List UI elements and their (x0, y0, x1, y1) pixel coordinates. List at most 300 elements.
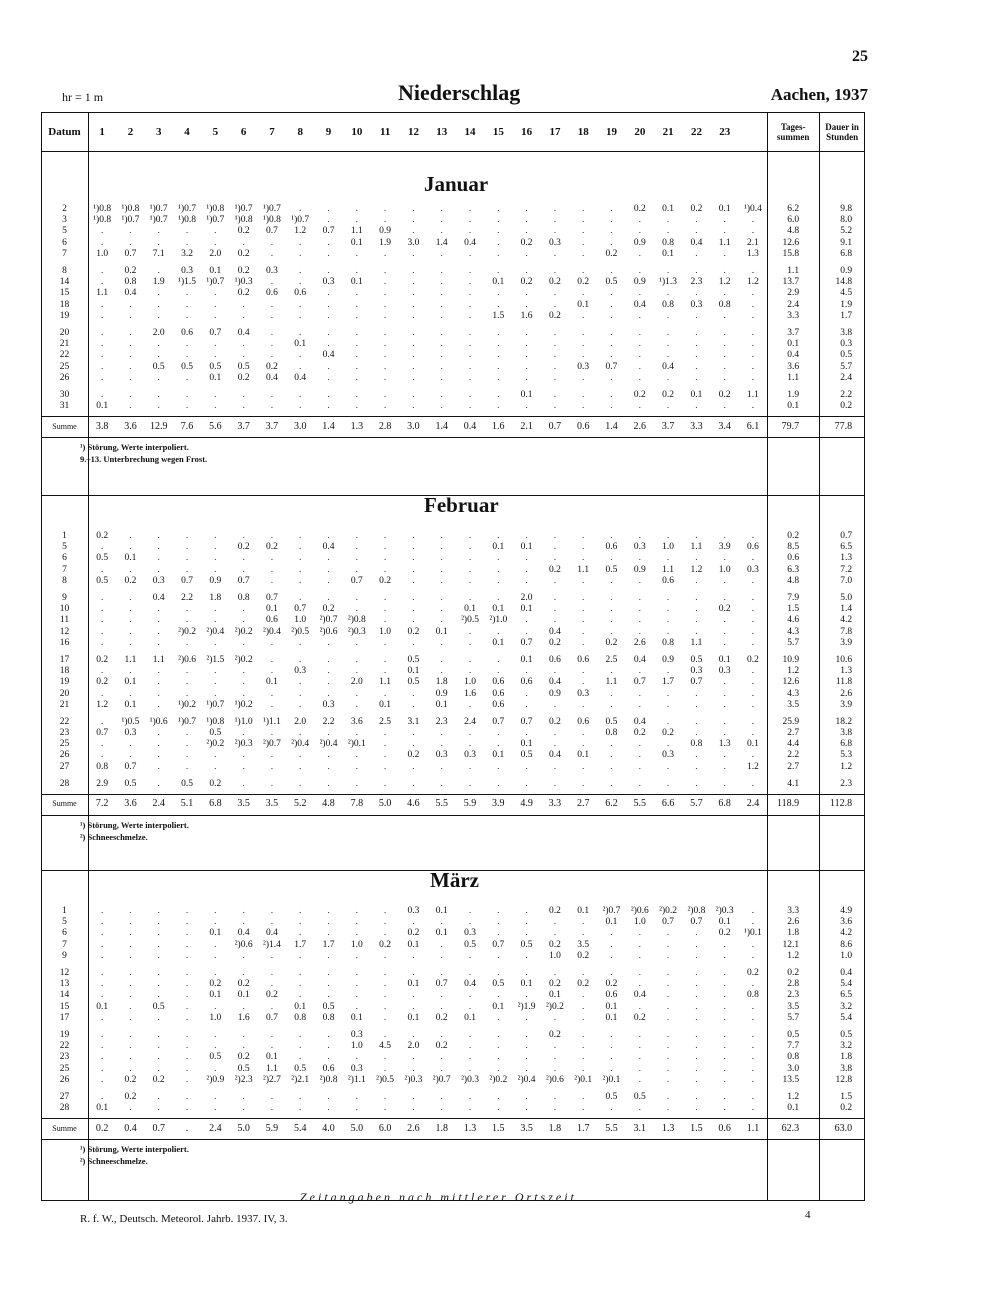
hour-value: 0.7 (209, 327, 222, 338)
hour-value: 0.1 (492, 637, 505, 648)
hour-value: . (610, 593, 613, 604)
day-cell: 6 (62, 237, 67, 248)
hour-value: . (412, 310, 415, 321)
hour-value: . (355, 906, 358, 917)
hour-value: . (214, 401, 217, 412)
hour-value: . (610, 615, 613, 626)
hour-value: . (299, 761, 302, 772)
hour-value: . (525, 968, 528, 979)
hour-value: . (440, 350, 443, 361)
summe-hour: 1.3 (350, 420, 364, 432)
hour-value: . (582, 1041, 585, 1052)
hour-value: . (525, 626, 528, 637)
hour-value: 1.1 (605, 677, 618, 688)
hour-value: . (610, 626, 613, 637)
hour-value: ²)0.3 (234, 739, 253, 750)
hour-value: . (553, 1103, 557, 1114)
hour-value: . (497, 1052, 500, 1063)
summe-hour: 6.2 (605, 798, 618, 810)
hour-value: 0.4 (548, 677, 561, 688)
hour-value: 0.4 (633, 716, 646, 727)
hour-value: . (383, 1001, 387, 1012)
hour-value: ¹)1.0 (234, 716, 253, 727)
hour-value: . (327, 654, 330, 665)
hour-24-value: . (751, 1052, 755, 1063)
hour-value: . (440, 339, 443, 350)
hour-24-value: . (751, 716, 755, 727)
hour-value: 0.3 (548, 237, 561, 248)
hour-value: . (723, 593, 726, 604)
hour-value: . (440, 939, 443, 950)
hour-value: 0.8 (690, 739, 703, 750)
hour-value: . (157, 637, 160, 648)
hour-value: 0.7 (435, 979, 448, 990)
hour-value: 0.9 (435, 688, 448, 699)
summe-hour: 12.9 (149, 420, 168, 432)
daily-sum: 2.8 (787, 979, 800, 990)
hour-value: . (412, 575, 415, 586)
hour-value: . (666, 339, 670, 350)
hour-value: . (129, 310, 132, 321)
hour-value: . (270, 248, 274, 259)
hour-value: . (383, 739, 387, 750)
hour-24-value: . (751, 917, 755, 928)
hour-value: . (582, 339, 585, 350)
hour-24-value: . (751, 310, 755, 321)
hour-value: ²)0.7 (602, 906, 621, 917)
hour-value: . (638, 266, 641, 277)
hour-value: . (440, 917, 443, 928)
hour-value: . (299, 204, 302, 215)
day-cell: 19 (59, 310, 70, 321)
hour-value: . (100, 226, 104, 237)
hour-value: . (383, 266, 387, 277)
hour-value: . (582, 728, 585, 739)
hour-value: . (468, 637, 472, 648)
hour-value: . (129, 226, 132, 237)
hour-value: 0.2 (237, 1052, 250, 1063)
hour-value: . (497, 389, 500, 400)
hour-value: . (440, 299, 443, 310)
daily-sum: 3.0 (787, 1063, 800, 1074)
hour-value: . (525, 917, 528, 928)
hour-value: 0.1 (464, 1012, 476, 1023)
hour-value: . (468, 266, 472, 277)
hour-value: . (695, 1063, 698, 1074)
hour-value: 0.1 (124, 677, 137, 688)
hour-value: . (412, 226, 415, 237)
hour-value: . (100, 917, 104, 928)
hour-value: . (723, 339, 726, 350)
column-divider (767, 112, 768, 1201)
hour-value: . (666, 401, 670, 412)
summe-total: 79.7 (781, 420, 800, 432)
hour-value: ¹)1.3 (659, 277, 678, 288)
hour-value: . (610, 310, 613, 321)
hour-value: . (666, 531, 670, 542)
hour-value: . (355, 248, 358, 259)
hour-value: 0.2 (265, 990, 278, 1001)
hour-value: . (525, 928, 528, 939)
daily-sum: 7.7 (787, 1041, 800, 1052)
hour-value: 2.0 (350, 677, 363, 688)
table-row (41, 390, 864, 401)
table-row (41, 350, 864, 361)
hour-value: . (610, 401, 613, 412)
summe-hour: 5.9 (463, 798, 477, 810)
hour-value: . (723, 350, 726, 361)
hour-value: . (468, 593, 472, 604)
hour-value: . (100, 593, 104, 604)
hour-value: . (185, 564, 189, 575)
hour-24-value: . (751, 350, 755, 361)
hour-value: . (553, 778, 557, 789)
hour-value: . (327, 361, 330, 372)
hour-value: . (129, 299, 132, 310)
hour-value: 0.1 (662, 204, 675, 215)
duration: 3.8 (840, 327, 853, 338)
hour-value: . (299, 553, 302, 564)
hour-24-value: . (751, 593, 755, 604)
hour-value: . (468, 728, 472, 739)
hour-value: . (355, 299, 358, 310)
hour-value: . (468, 699, 472, 710)
hour-value: ¹)0.6 (149, 716, 168, 727)
summe-hour: 2.8 (378, 420, 392, 432)
hour-value: . (695, 1091, 698, 1102)
hour-value: 0.5 (464, 939, 476, 950)
header-hour: 3 (155, 126, 162, 138)
hour-value: . (468, 666, 472, 677)
hour-value: . (582, 266, 585, 277)
hour-value: 0.4 (237, 327, 250, 338)
hour-value: . (723, 401, 726, 412)
hour-value: . (497, 1091, 500, 1102)
hour-value: 1.4 (435, 237, 448, 248)
summe-hour: 3.6 (124, 798, 137, 810)
hour-value: 0.2 (237, 372, 250, 383)
hour-value: . (100, 277, 104, 288)
summe-hour: 5.9 (265, 1122, 279, 1134)
hour-value: . (497, 372, 500, 383)
hour-value: 0.2 (407, 750, 420, 761)
hour-value: 0.2 (718, 389, 731, 400)
hour-value: 1.5 (492, 310, 505, 321)
hour-value: . (497, 666, 500, 677)
hour-value: 0.2 (662, 389, 675, 400)
hour-value: . (412, 699, 415, 710)
hour-value: . (695, 327, 698, 338)
hour-value: . (468, 1001, 472, 1012)
hour-value: 2.0 (407, 1041, 420, 1052)
duration: 2.6 (840, 688, 853, 699)
summe-bottom-line (41, 1139, 865, 1140)
hour-value: . (270, 339, 274, 350)
hour-value: . (723, 327, 726, 338)
hour-value: . (129, 361, 132, 372)
hour-value: . (185, 1052, 189, 1063)
footnote: ¹) Störung, Werte interpoliert. (80, 442, 189, 453)
hour-value: . (468, 277, 472, 288)
hour-24-value: . (751, 1001, 755, 1012)
hour-value: . (638, 761, 641, 772)
hour-value: . (383, 604, 387, 615)
hour-value: . (157, 310, 160, 321)
hour-value: . (185, 1029, 189, 1040)
hour-value: . (582, 237, 585, 248)
hour-value: . (695, 928, 698, 939)
hour-value: 0.3 (718, 666, 731, 677)
hour-value: . (582, 990, 585, 1001)
hour-value: . (525, 575, 528, 586)
hour-value: . (100, 1029, 104, 1040)
hour-value: . (214, 1063, 217, 1074)
hour-value: . (355, 564, 358, 575)
hour-value: . (327, 575, 330, 586)
hour-24-value: . (751, 531, 755, 542)
table-row (41, 688, 864, 699)
hour-value: . (327, 299, 330, 310)
hour-value: ²)0.1 (602, 1074, 621, 1085)
summe-hour: 0.6 (576, 420, 590, 432)
hour-value: ²)0.6 (545, 1074, 564, 1085)
hour-value: . (157, 688, 160, 699)
hour-value: . (383, 654, 387, 665)
summe-hour: 5.0 (378, 798, 392, 810)
header-hour: 18 (577, 126, 589, 138)
hour-24-value: . (751, 1012, 755, 1023)
hour-value: 2.0 (209, 248, 222, 259)
hour-value: . (497, 917, 500, 928)
hour-value: . (695, 699, 698, 710)
hour-value: . (214, 1091, 217, 1102)
hour-value: 3.6 (350, 716, 363, 727)
hour-value: 0.6 (265, 615, 278, 626)
hour-value: . (355, 389, 358, 400)
hour-value: . (723, 361, 726, 372)
hour-value: 7.1 (152, 248, 165, 259)
hour-value: . (185, 1041, 189, 1052)
hour-value: 0.2 (548, 310, 561, 321)
hour-value: . (497, 990, 500, 1001)
hour-value: . (327, 637, 330, 648)
hour-value: . (355, 204, 358, 215)
daily-sum: 6.3 (787, 564, 800, 575)
hour-value: . (553, 339, 557, 350)
hour-value: 0.2 (124, 1091, 137, 1102)
hour-value: . (638, 310, 641, 321)
hour-value: . (582, 1091, 585, 1102)
hour-value: . (582, 1012, 585, 1023)
summe-hour: 1.4 (605, 420, 618, 432)
hour-value: . (525, 1103, 528, 1114)
hour-value: . (497, 215, 500, 226)
hour-value: . (185, 1063, 189, 1074)
hour-value: . (242, 310, 245, 321)
day-cell: 22 (59, 350, 70, 361)
day-cell: 23 (59, 1052, 70, 1063)
hour-value: . (440, 564, 443, 575)
hour-value: . (695, 553, 698, 564)
hour-value: . (468, 761, 472, 772)
month-title: Januar (424, 172, 489, 196)
hour-value: . (100, 968, 104, 979)
hour-value: ²)0.9 (206, 1074, 225, 1085)
hour-value: 0.5 (96, 575, 109, 586)
hour-value: . (525, 1041, 528, 1052)
summe-hour: 1.8 (548, 1122, 562, 1134)
hour-value: 0.6 (605, 990, 618, 1001)
summe-duration: 63.0 (834, 1122, 853, 1134)
hour-value: ¹)0.8 (206, 716, 225, 727)
hour-value: 0.5 (605, 716, 618, 727)
table-row (41, 990, 864, 1001)
hour-value: 0.8 (662, 299, 675, 310)
header-hour: 4 (184, 126, 190, 138)
hour-value: 0.1 (265, 677, 278, 688)
hour-value: . (525, 226, 528, 237)
footnote: ²) Schneeschmelze. (80, 831, 148, 842)
duration: 3.2 (840, 1001, 853, 1012)
table-row (41, 728, 864, 739)
hour-24-value: . (751, 778, 755, 789)
hour-value: . (299, 401, 302, 412)
duration: 3.9 (840, 637, 853, 648)
hour-value: ²)1.0 (489, 615, 508, 626)
hour-value: . (525, 361, 528, 372)
hour-value: . (185, 226, 189, 237)
hour-value: . (157, 778, 160, 789)
hour-value: . (723, 215, 726, 226)
hour-value: . (355, 917, 358, 928)
hour-value: . (497, 288, 500, 299)
table-row (41, 906, 864, 917)
hour-value: . (299, 1103, 302, 1114)
hour-value: . (355, 339, 358, 350)
hour-value: . (129, 1029, 132, 1040)
hour-value: . (695, 1074, 698, 1085)
summe-total: 118.9 (776, 798, 800, 810)
hour-value: . (610, 350, 613, 361)
hour-value: 0.5 (124, 778, 137, 789)
hour-value: 1.0 (633, 917, 646, 928)
hour-value: . (157, 564, 160, 575)
hour-value: . (468, 739, 472, 750)
hour-value: . (100, 615, 104, 626)
hour-value: . (440, 1029, 443, 1040)
hour-value: 0.1 (407, 939, 420, 950)
table-row (41, 593, 864, 604)
daily-sum: 5.7 (787, 1012, 800, 1023)
header-hour: 10 (351, 126, 363, 138)
hour-value: . (638, 339, 641, 350)
hour-value: 0.1 (96, 1001, 109, 1012)
summe-bottom-line (41, 437, 865, 438)
hour-value: 0.5 (181, 361, 193, 372)
summe-hour: 0.6 (718, 1122, 731, 1134)
hour-value: 0.2 (548, 277, 561, 288)
hour-value: ¹)0.7 (121, 215, 140, 226)
daily-sum: 3.5 (787, 699, 800, 710)
duration: 5.2 (840, 226, 853, 237)
hour-value: ²)0.6 (319, 626, 338, 637)
hour-value: . (723, 1091, 726, 1102)
hour-value: . (412, 1103, 415, 1114)
hour-value: . (610, 928, 613, 939)
hour-value: . (327, 950, 330, 961)
hour-value: . (185, 1001, 189, 1012)
hour-value: . (412, 299, 415, 310)
hour-value: . (157, 1029, 160, 1040)
hour-value: . (695, 604, 698, 615)
hour-value: 0.8 (718, 299, 731, 310)
duration: 1.9 (840, 299, 853, 310)
summe-hour: 3.0 (293, 420, 307, 432)
day-cell: 22 (59, 716, 70, 727)
hour-value: . (299, 1029, 302, 1040)
hour-value: . (610, 204, 613, 215)
hour-24-value: . (751, 288, 755, 299)
day-cell: 21 (59, 699, 70, 710)
hour-value: . (440, 593, 443, 604)
hour-value: . (327, 728, 330, 739)
duration: 0.9 (840, 266, 853, 277)
hour-value: . (610, 1103, 613, 1114)
hour-value: 0.2 (633, 389, 646, 400)
hour-value: . (214, 564, 217, 575)
hour-24-value: . (751, 906, 755, 917)
hour-value: 0.9 (633, 277, 646, 288)
hour-value: ¹)0.5 (121, 716, 140, 727)
hour-value: 0.9 (633, 564, 646, 575)
hour-value: 0.2 (379, 575, 392, 586)
hour-value: . (100, 361, 104, 372)
hour-value: . (582, 372, 585, 383)
hour-value: . (129, 939, 132, 950)
month-table (41, 531, 864, 790)
hour-value: . (525, 950, 528, 961)
hour-value: . (355, 401, 358, 412)
hour-value: 0.3 (690, 299, 703, 310)
hour-value: ²)0.2 (206, 739, 225, 750)
hour-value: . (497, 626, 500, 637)
hour-value: . (582, 389, 585, 400)
hour-value: . (299, 968, 302, 979)
hour-value: 0.2 (520, 237, 533, 248)
hour-24-value: . (751, 1103, 755, 1114)
day-cell: 9 (62, 950, 67, 961)
summe-hour: 1.8 (435, 1122, 448, 1134)
hour-value: 0.4 (294, 372, 307, 383)
hour-value: . (666, 266, 670, 277)
hour-value: 0.7 (690, 677, 703, 688)
hour-24-value: . (751, 215, 755, 226)
hour-value: . (666, 699, 670, 710)
hour-value: 0.7 (124, 248, 137, 259)
hour-value: . (468, 1041, 472, 1052)
hour-value: . (610, 339, 613, 350)
hour-value: . (129, 1001, 132, 1012)
hour-value: . (299, 575, 302, 586)
hour-value: . (525, 288, 528, 299)
hour-value: . (582, 1063, 585, 1074)
hour-value: . (582, 637, 585, 648)
hour-24-value: . (751, 401, 755, 412)
hour-value: ²)1.5 (206, 654, 225, 665)
hour-value: . (553, 361, 557, 372)
header-hour-24 (739, 112, 767, 152)
hour-value: . (242, 778, 245, 789)
